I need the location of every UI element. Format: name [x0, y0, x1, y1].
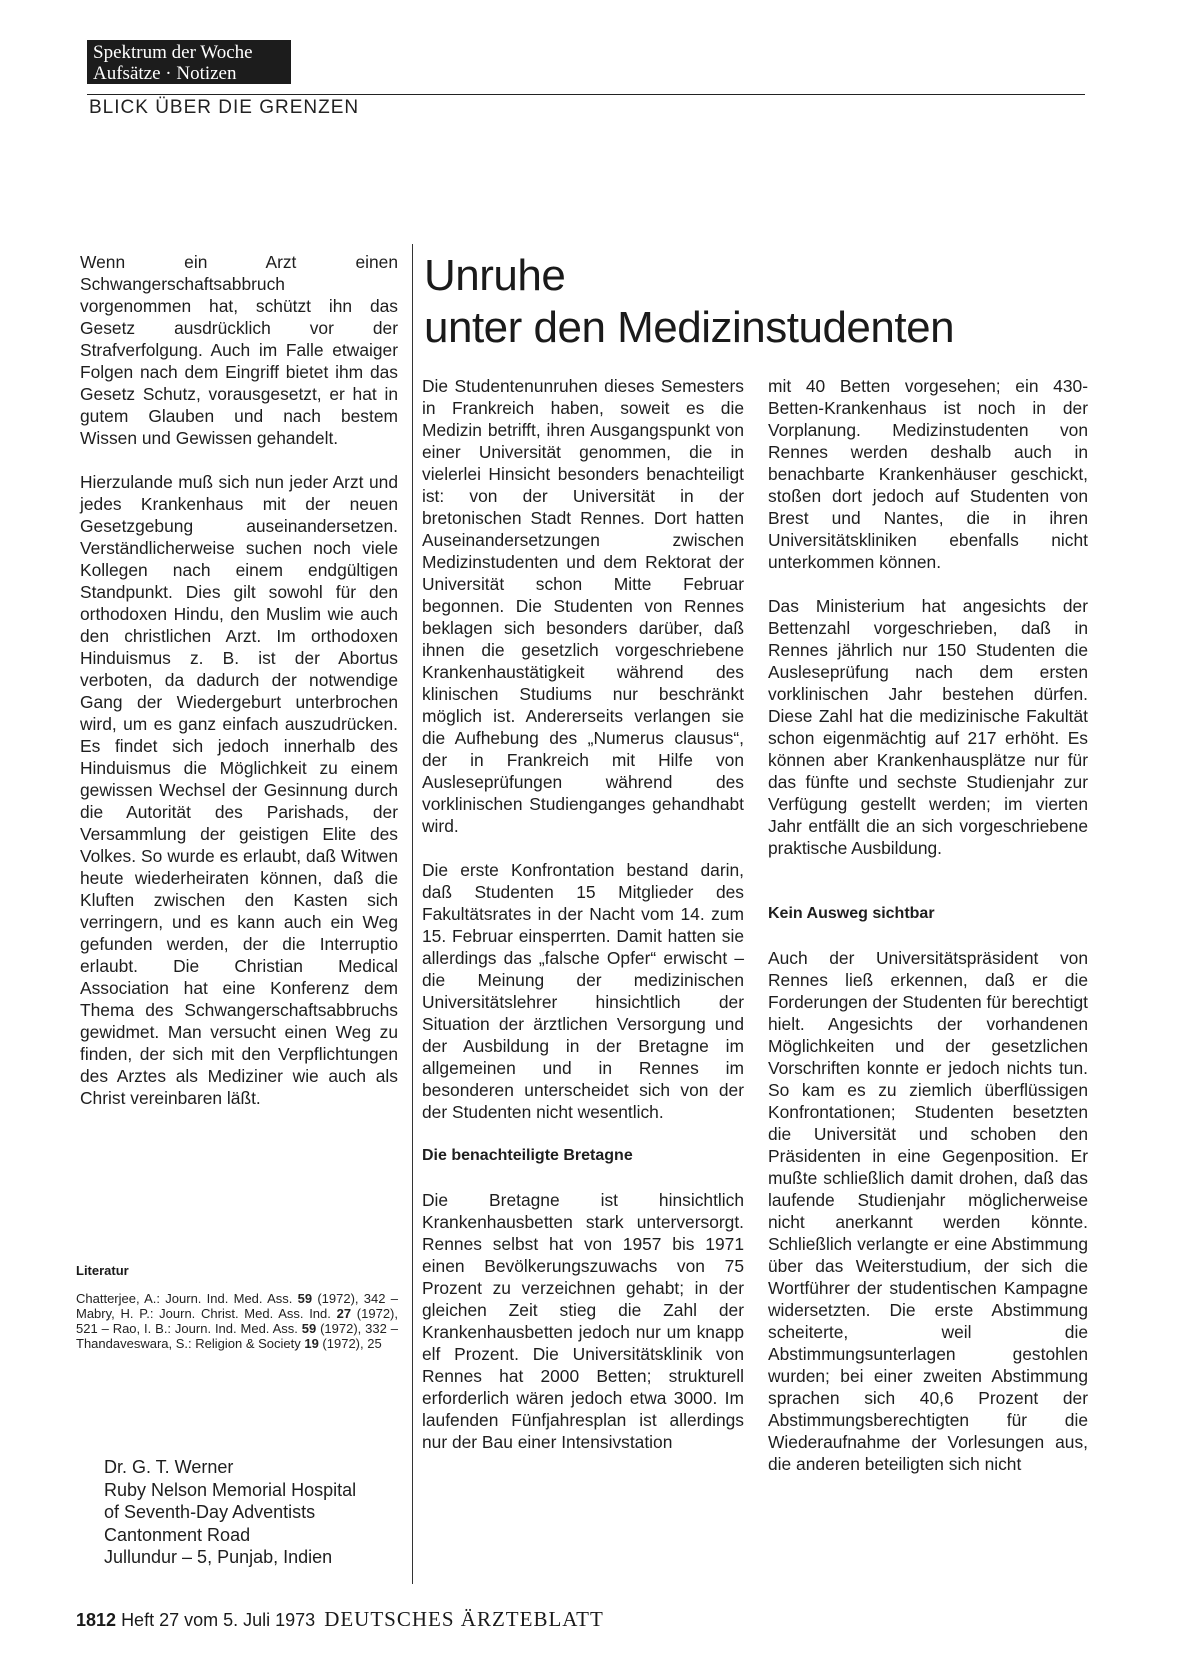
article-paragraph: mit 40 Betten vorgesehen; ein 430-Betten-Krankenhaus ist noch in der Vorplanung. Medizinstudenten von Rennes werden deshalb auch in benachbarte Krankenhäuser geschickt, stoßen dort jedoch auf Studenten von Brest und Nantes, die in ihren Universitätskliniken ebenfalls nicht unterkommen können. — [768, 376, 1088, 572]
headline-line2: unter den Medizinstudenten — [424, 303, 955, 352]
article-subheading: Die benachteiligte Bretagne — [422, 1147, 633, 1164]
header-divider — [87, 94, 1085, 95]
ref-text: (1972), 342 – Mabry, H. P.: Journ. Christ. Med. Ass. Ind. — [76, 1291, 398, 1321]
ref-text: (1972), 332 – Thandaveswara, S.: Religion & Society — [76, 1321, 398, 1351]
ref-volume: 59 — [297, 1291, 313, 1306]
ref-text: (1972), 521 – Rao, I. B.: Journ. Ind. Med. Ass. — [76, 1306, 398, 1336]
ref-volume: 27 — [336, 1306, 352, 1321]
literature-references — [76, 1291, 398, 1351]
ref-text: Chatterjee, A.: Journ. Ind. Med. Ass. — [76, 1291, 298, 1306]
issue-info: Heft 27 vom 5. Juli 1973 — [121, 1610, 316, 1630]
section-label-line2: Aufsätze · Notizen — [93, 63, 237, 84]
article-column-1 — [422, 375, 744, 1475]
address-line: Jullundur – 5, Punjab, Indien — [104, 1547, 333, 1567]
article-paragraph: Auch der Universitätspräsident von Rennes ließ erkennen, daß er die Forderungen der Studenten für berechtigt hielt. Angesichts der vorhandenen Möglichkeiten und der gesetzlichen Vorschriften konnte er jedoch nichts tun. So kam es zu ziemlich überflüssigen Konfrontationen; Studenten besetzten die Universität und schoben den Präsidenten in eine Gegenposition. Er mußte schließlich damit drohen, daß das laufende Studienjahr möglicherweise nicht anerkannt werden könnte. Schließlich verlangte er eine Abstimmung über das Weiterstudium, der sich die Wortführer der studentischen Kampagne widersetzten. Die erste Abstimmung scheiterte, weil die Abstimmungsunterlagen gestohlen wurden; bei einer zweiten Abstimmung sprachen sich 40,6 Prozent der Abstimmungsberechtigten für die Wiederaufnahme der Vorlesungen aus, die anderen beteiligten sich nicht — [768, 948, 1089, 1474]
address-line: Cantonment Road — [104, 1524, 251, 1545]
literature-heading: Literatur — [76, 1263, 129, 1278]
page-footer — [76, 1607, 604, 1632]
left-paragraph-2: Hierzulande muß sich nun jeder Arzt und jedes Krankenhaus mit der neuen Gesetzgebung auseinandersetzen. Verständlicherweise suchen noch viele Kollegen nach einem endgültigen Standpunkt. Dies gilt sowohl für den orthodoxen Hindu, den Muslim wie auch den christlichen Arzt. Im orthodoxen Hinduismus z. B. ist der Abortus verboten, da dadurch der notwendige Gang der Wiedergeburt unterbrochen wird, um es ganz einfach auszudrücken. Es findet sich jedoch innerhalb des Hinduismus die Möglichkeit zu einem gewissen Wechsel der Gesinnung durch die Autorität des Parishads, der Versammlung der geistigen Elite des Volkes. So wurde es erlaubt, daß Witwen heute wiederheiraten können, daß die Kluften zwischen den Kasten sich verringern, und es kann auch ein Weg gefunden werden, der die Interruptio erlaubt. Die Christian Medical Association hat eine Konferenz dem Thema des Schwangerschaftsabbruchs gewidmet. Man versucht einen Weg zu finden, der sich mit den Verpflichtungen des Arztes als Mediziner wie auch als Christ vereinbaren läßt. — [80, 472, 398, 1108]
section-label — [87, 40, 291, 84]
address-line: Dr. G. T. Werner — [104, 1457, 234, 1477]
page-number: 1812 — [76, 1610, 117, 1630]
column-divider — [412, 244, 413, 1584]
left-column — [80, 251, 398, 1131]
article-column-2 — [768, 375, 1088, 1497]
article-paragraph: Die erste Konfrontation bestand darin, daß Studenten 15 Mitglieder des Fakultätsrates in der Nacht vom 14. zum 15. Februar einsperrten. Damit hatten sie allerdings das „falsche Opfer“ erwischt – die Meinung der medizinischen Universitätslehrer hinsichtlich der Situation der ärztlichen Versorgung und der Ausbildung in der Bretagne im allgemeinen und in Rennes im besonderen unterscheidet sich von der der Studenten nicht wesentlich. — [422, 860, 744, 1122]
section-label-line1: Spektrum der Woche — [93, 42, 253, 63]
article-paragraph: Das Ministerium hat angesichts der Bettenzahl vorgeschrieben, daß in Rennes jährlich nur 150 Studenten die Ausleseprüfung nach dem ersten vorklinischen Jahr bestehen dürfen. Diese Zahl hat die medizinische Fakultät schon eigenmächtig auf 217 erhöht. Es können aber Krankenhausplätze nur für das fünfte und sechste Studienjahr zur Verfügung gestellt werden; im vierten Jahr entfällt die an sich vorgeschriebene praktische Ausbildung. — [768, 596, 1088, 858]
ref-text: (1972), 25 — [318, 1336, 382, 1351]
left-paragraph-1: Wenn ein Arzt einen Schwangerschaftsabbruch vorgenommen hat, schützt ihn das Gesetz ausdrücklich vor der Strafverfolgung. Auch im Falle etwaiger Folgen nach dem Eingriff bietet ihm das Gesetz Schutz, vorausgesetzt, er hat in gutem Glauben und nach bestem Wissen und Gewissen gehandelt. — [80, 252, 398, 448]
magazine-name: DEUTSCHES ÄRZTEBLATT — [324, 1607, 604, 1631]
headline-line1: Unruhe — [424, 251, 566, 300]
ref-volume: 19 — [304, 1336, 319, 1351]
article-paragraph: Die Studentenunruhen dieses Semesters in Frankreich haben, soweit es die Medizin betrifft, ihren Ausgangspunkt von einer Universität genommen, die in vielerlei Hinsicht besonders benachteiligt ist: von der Universität in der bretonischen Stadt Rennes. Dort hatten Auseinandersetzungen zwischen Medizinstudenten und dem Rektorat der Universität schon Mitte Februar begonnen. Die Studenten von Rennes beklagen sich besonders darüber, daß ihnen die gesetzlich vorgeschriebene Krankenhaustätigkeit während des klinischen Studiums nur beschränkt möglich ist. Andererseits verlangen sie die Aufhebung des „Numerus clausus“, der in Frankreich mit Hilfe von Ausleseprüfungen während des vorklinischen Studienganges gehandhabt wird. — [422, 376, 744, 836]
kicker: BLICK ÜBER DIE GRENZEN — [89, 97, 360, 118]
article-paragraph: Die Bretagne ist hinsichtlich Krankenhausbetten stark unterversorgt. Rennes selbst hat von 1957 bis 1971 einen Bevölkerungszuwachs von 75 Prozent zu verzeichnen gehabt; in der gleichen Zeit stieg die Zahl der Krankenhausbetten jedoch nur um knapp elf Prozent. Die Universitätsklinik von Rennes hat 2000 Betten; strukturell erforderlich wären jedoch etwa 3000. Im laufenden Fünfjahresplan ist allerdings nur der Bau einer Intensivstation — [422, 1190, 744, 1452]
ref-volume: 59 — [301, 1321, 317, 1336]
author-address — [104, 1456, 356, 1569]
article-subheading: Kein Ausweg sichtbar — [768, 905, 935, 922]
address-line: Ruby Nelson Memorial Hospital — [104, 1479, 357, 1500]
article-headline — [424, 250, 1064, 354]
address-line: of Seventh-Day Adventists — [104, 1502, 316, 1522]
